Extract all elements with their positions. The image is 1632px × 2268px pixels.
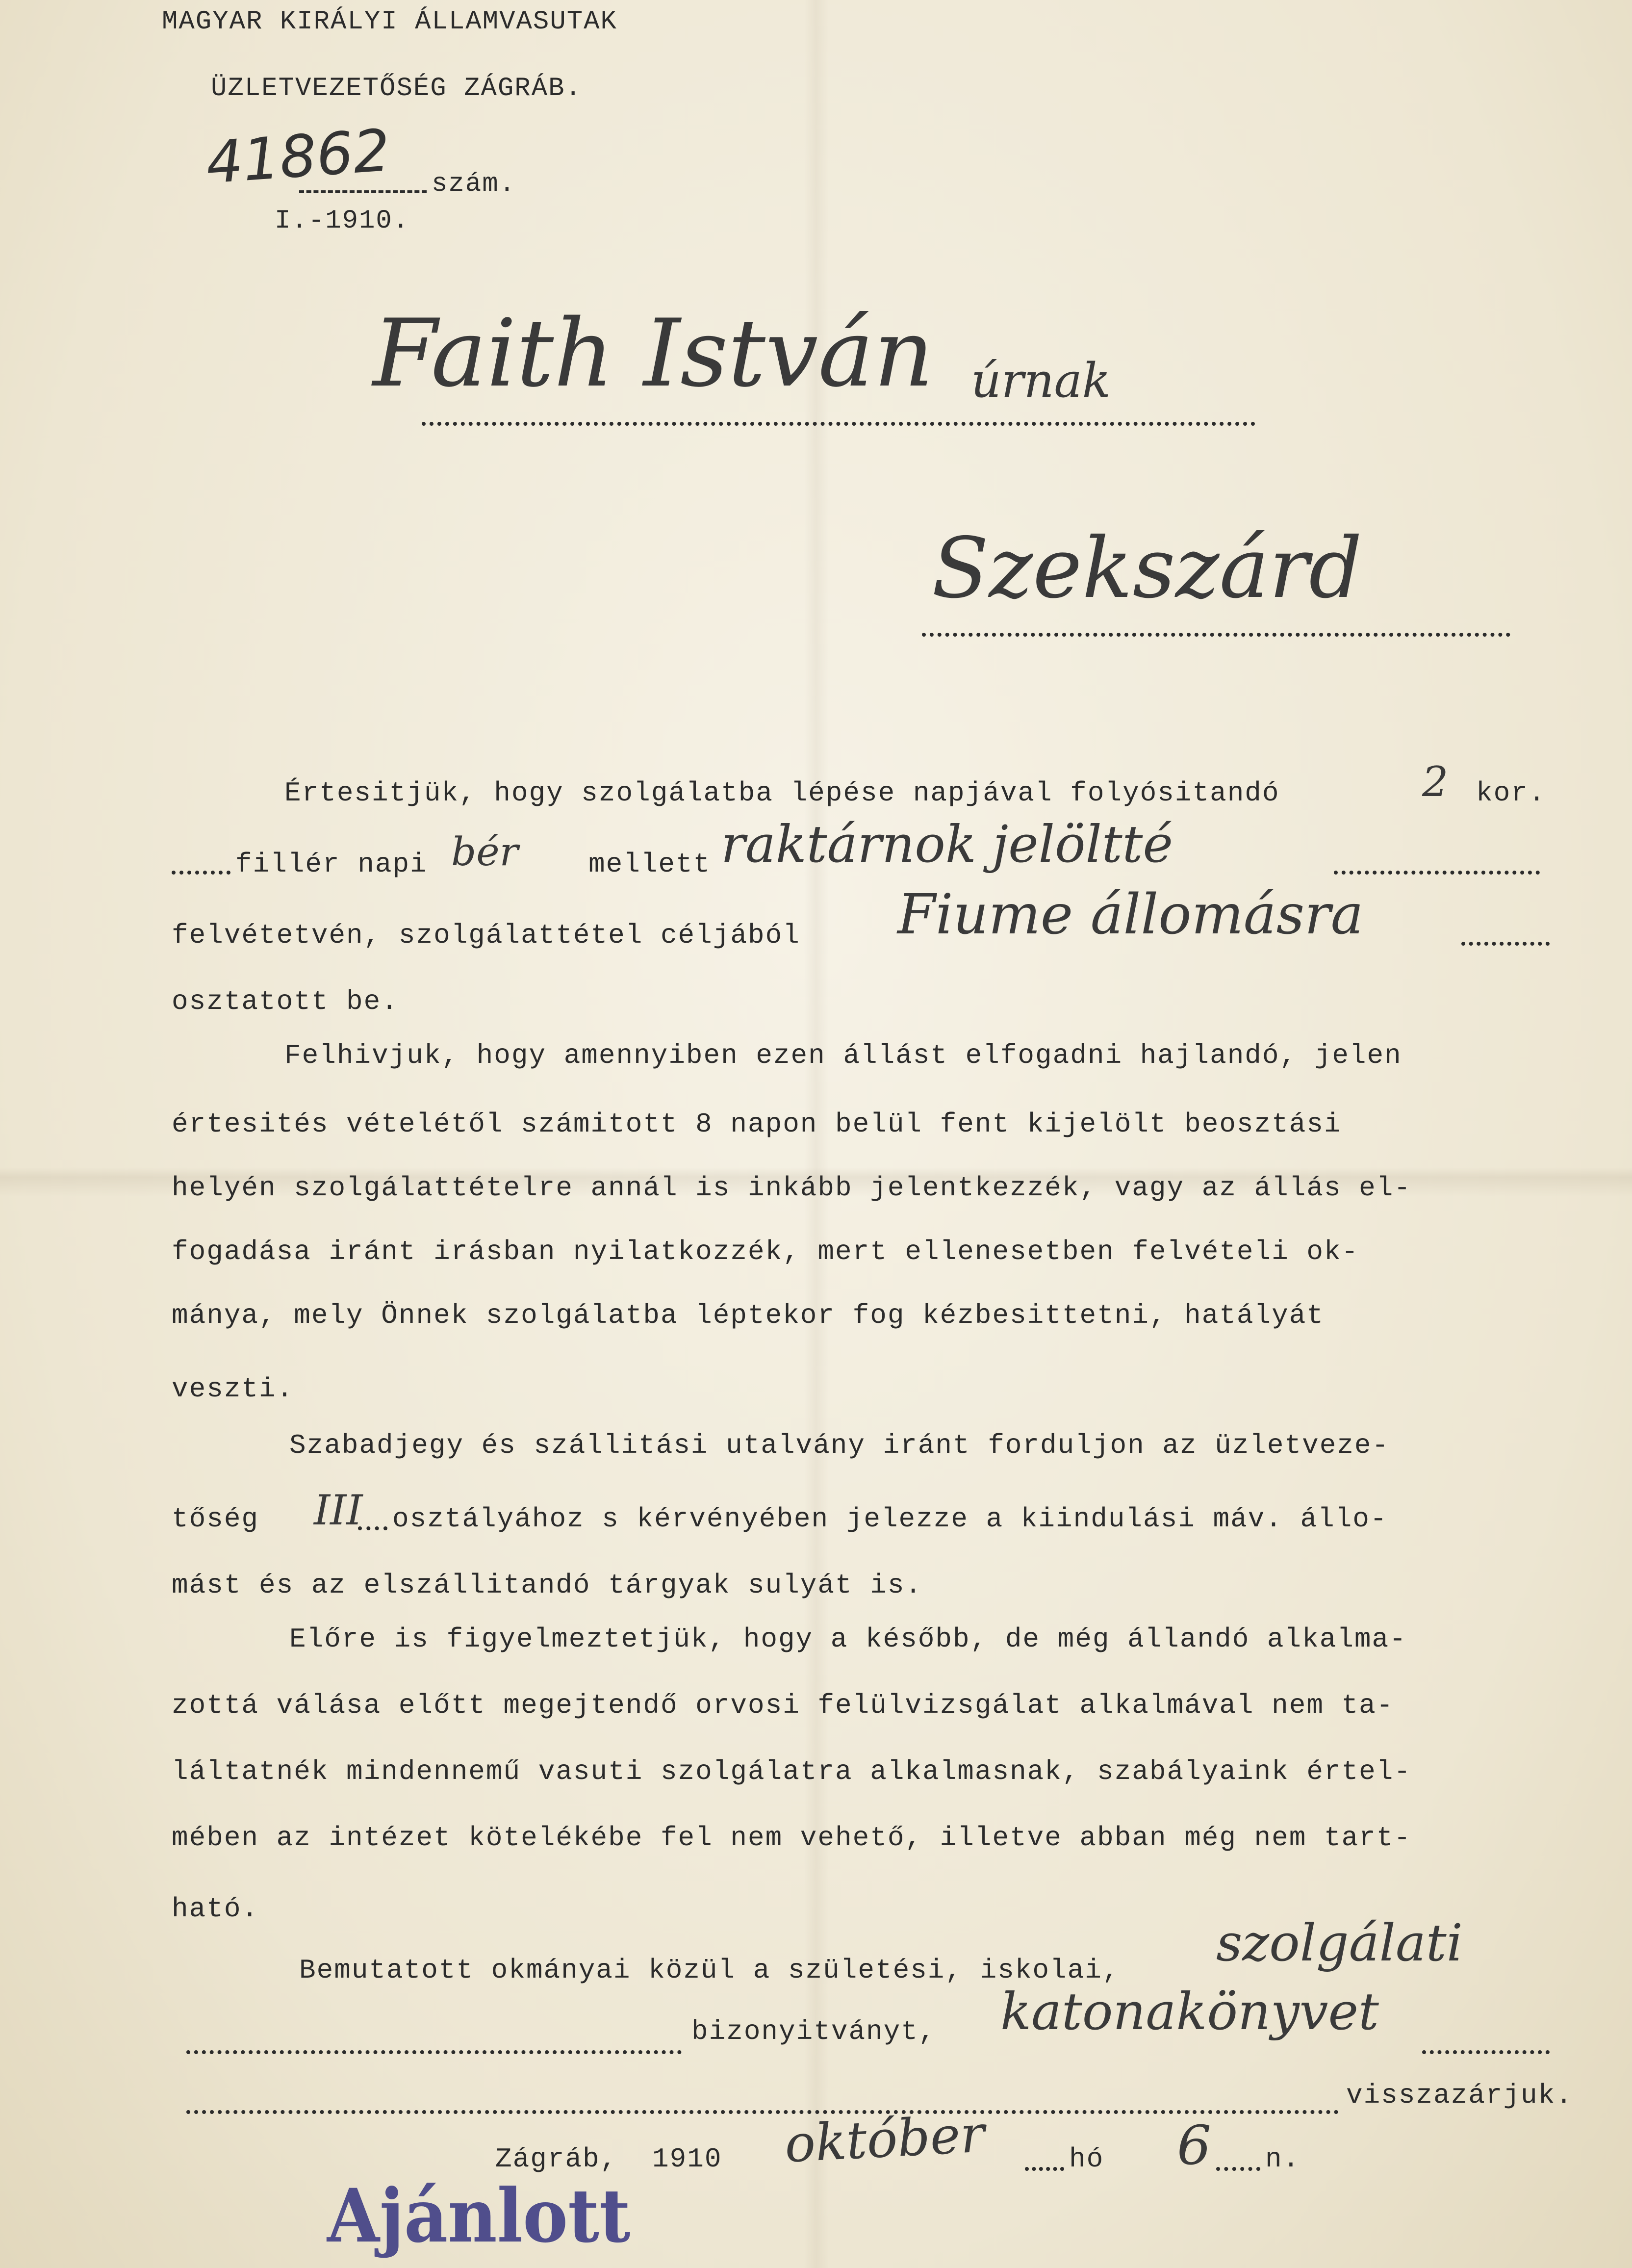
p1-line3-text: felvétetvén, szolgálattétel céljából [172, 920, 800, 951]
p3-department-handwritten: III [314, 1486, 363, 1534]
p1-line4-text: osztatott be. [172, 986, 399, 1017]
p2-line-1: Felhivjuk, hogy amennyiben ezen állást elfogadni hajlandó, jelen [284, 1040, 1402, 1071]
p1-line2-text: fillér napi [235, 849, 428, 880]
p5-line3-lead-dots [186, 2110, 1339, 2114]
p2-line-3: helyén szolgálattételre annál is inkább jelentkezzék, vagy az állás el- [172, 1172, 1411, 1204]
p3-line-3: mást és az elszállitandó tárgyak sulyát is. [172, 1570, 923, 1601]
p5-line2-trail-dots [1422, 2050, 1550, 2054]
number-dotted-line [299, 190, 427, 193]
footer-suffix: n. [1265, 2143, 1300, 2175]
p2-line-4: fogadása iránt irásban nyilatkozzék, mert ellenesetben felvételi ok- [172, 1236, 1359, 1267]
reference-code: I.-1910. [275, 206, 410, 236]
p1-line1-end: kor. [1476, 777, 1546, 809]
reference-number-handwritten: 41862 [204, 116, 392, 197]
place-dotted-line [922, 633, 1510, 637]
footer-day-label: hó [1069, 2143, 1104, 2175]
p1-line1-text: Értesitjük, hogy szolgálatba lépése napjával folyósitandó [284, 777, 1280, 809]
p5-handwritten-2: katonakönyvet [1000, 1982, 1379, 2041]
addressee-place: Szekszárd [932, 520, 1362, 617]
footer-day-dots [1216, 2167, 1260, 2171]
p3-line2-dots [358, 1526, 387, 1530]
p1-line2-mid: mellett [588, 849, 711, 880]
letterhead-line-2: ÜZLETVEZETŐSÉG ZÁGRÁB. [211, 74, 582, 103]
footer-month-handwritten: október [783, 2104, 986, 2174]
p1-amount-handwritten: 2 [1422, 758, 1449, 806]
p2-line-5: mánya, mely Önnek szolgálatba léptekor fog kézbesittetni, hatályát [172, 1300, 1324, 1331]
p5-line2-lead-dots [186, 2050, 682, 2054]
p5-handwritten-1: szolgálati [1216, 1913, 1463, 1973]
addressee-dotted-line [422, 422, 1255, 426]
p5-line-2: bizonyitványt, [691, 2016, 936, 2047]
p1-role-handwritten: raktárnok jelöltté [721, 814, 1173, 874]
p3-line-1: Szabadjegy és szállitási utalvány iránt forduljon az üzletveze- [289, 1430, 1390, 1461]
addressee-name: Faith István [373, 299, 934, 408]
p1-line2-trail-dots [1334, 871, 1540, 875]
p5-line-1: Bemutatott okmányai közül a születési, iskolai, [299, 1955, 1120, 1986]
p1-station-handwritten: Fiume állomásra [897, 883, 1364, 947]
p4-line-2: zottá válása előtt megejtendő orvosi felülvizsgálat alkalmával nem ta- [172, 1690, 1394, 1721]
addressee-suffix: úrnak [971, 353, 1111, 408]
p4-line-3: láltatnék mindennemű vasuti szolgálatra alkalmasnak, szabályaink értel- [172, 1756, 1411, 1787]
letterhead-line-1: MAGYAR KIRÁLYI ÁLLAMVASUTAK [162, 7, 617, 37]
p4-line-5: ható. [172, 1893, 259, 1925]
footer-day-handwritten: 6 [1177, 2114, 1211, 2177]
p5-line-3: visszazárjuk. [1346, 2080, 1573, 2111]
p3-line-2-start: tőség [172, 1503, 259, 1535]
number-label: szám. [432, 169, 516, 199]
p1-line2-lead-dots [172, 871, 230, 875]
p4-line-1: Előre is figyelmeztetjük, hogy a később, de még állandó alkalma- [289, 1624, 1407, 1655]
p2-line-6: veszti. [172, 1373, 294, 1405]
registered-mail-stamp: Ajánlott [327, 2173, 631, 2259]
footer-month-dots [1025, 2167, 1064, 2171]
p2-line-2: értesités vételétől számitott 8 napon belül fent kijelölt beosztási [172, 1108, 1342, 1140]
footer-year: 1910 [652, 2143, 722, 2175]
p4-line-4: mében az intézet kötelékébe fel nem vehető, illetve abban még nem tart- [172, 1822, 1411, 1854]
p1-wage-handwritten: bér [451, 829, 518, 875]
p3-line-2-rest: osztályához s kérvényében jelezze a kiindulási máv. állo- [392, 1503, 1388, 1535]
p1-line3-trail-dots [1461, 942, 1550, 946]
footer-place: Zágráb, [495, 2143, 618, 2175]
